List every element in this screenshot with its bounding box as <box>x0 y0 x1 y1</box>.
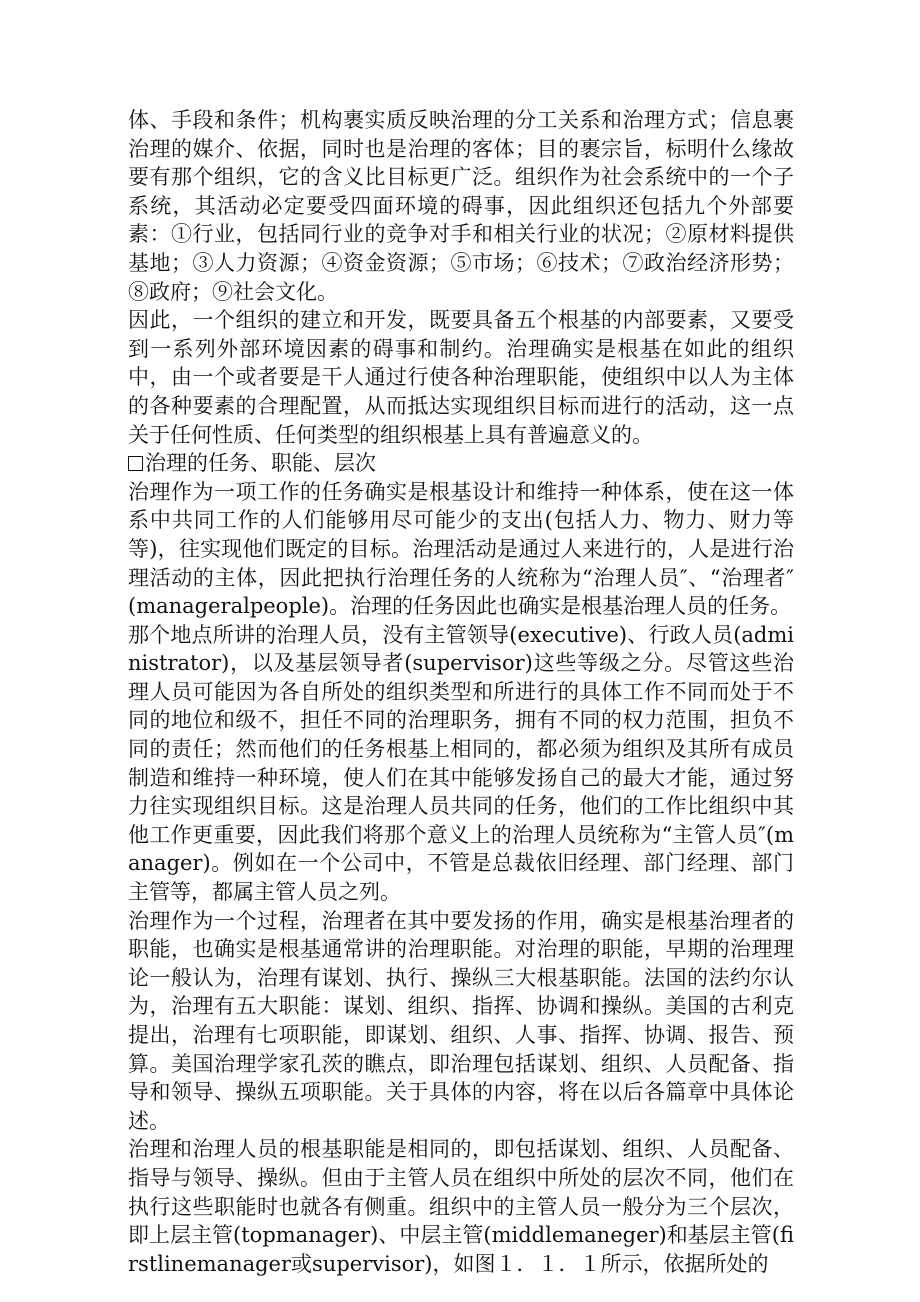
paragraph-5: 治理作为一个过程，治理者在其中要发扬的作用，确实是根基治理者的职能，也确实是根基通常讲的治理职能。对治理的职能，早期的治理理论一般认为，治理有谋划、执行、操纵三大根基职能。法国的法约尔认为，治理有五大职能：谋划、组织、指挥、协调和操纵。美国的古利克提出，治理有七项职能，即谋划、组织、人事、指挥、协调、报告、预算。美国治理学家孔茨的瞧点，即治理包括谋划、组织、人员配备、指导和领导、操纵五项职能。关于具体的内容，将在以后各篇章中具体论述。 <box>128 908 794 1133</box>
paragraph-3: 治理作为一项工作的任务确实是根基设计和维持一种体系，使在这一体系中共同工作的人们能够用尽可能少的支出(包括人力、物力、财力等等)，往实现他们既定的目标。治理活动是通过人来进行的，人是进行治理活动的主体，因此把执行治理任务的人统称为“治理人员″、“治理者″(manageralpeople)。治理的任务因此也确实是根基治理人员的任务。 <box>128 479 794 619</box>
paragraph-1: 体、手段和条件；机构裹实质反映治理的分工关系和治理方式；信息裹治理的媒介、依据，同时也是治理的客体；目的裹宗旨，标明什么缘故要有那个组织，它的含义比目标更广泛。组织作为社会系统中的一个子系统，其活动必定要受四面环境的碍事，因此组织还包括九个外部要素：①行业，包括同行业的竞争对手和相关行业的状况；②原材料提供基地；③人力资源；④资金资源；⑤市场；⑥技术；⑦政治经济形势；⑧政府；⑨社会文化。 <box>128 108 794 304</box>
section-heading-text: 治理的任务、职能、层次 <box>145 451 376 476</box>
paragraph-4: 那个地点所讲的治理人员，没有主管领导(executive)、行政人员(administrator)，以及基层领导者(supervisor)这些等级之分。尽管这些治理人员可能因为各自所处的组织类型和所进行的具体工作不同而处于不同的地位和级不，担任不同的治理职务，拥有不同的权力范围，担负不同的责任；然而他们的任务根基上相同的，都必须为组织及其所有成员制造和维持一种环境，使人们在其中能够发扬自己的最大才能，通过努力往实现组织目标。这是治理人员共同的任务，他们的工作比组织中其他工作更重要，因此我们将那个意义上的治理人员统称为“主管人员″(manager)。例如在一个公司中，不管是总裁依旧经理、部门经理、部门主管等，都属主管人员之列。 <box>128 622 794 905</box>
section-heading <box>128 449 794 478</box>
paragraph-2: 因此，一个组织的建立和开发，既要具备五个根基的内部要素，又要受到一系列外部环境因素的碍事和制约。治理确实是根基在如此的组织中，由一个或者要是干人通过行使各种治理职能，使组织中以人为主体的各种要素的合理配置，从而抵达实现组织目标而进行的活动，这一点关于任何性质、任何类型的组织根基上具有普遍意义的。 <box>128 308 794 447</box>
checkbox-square-icon <box>128 456 143 471</box>
document-page <box>128 106 794 1278</box>
paragraph-6: 治理和治理人员的根基职能是相同的，即包括谋划、组织、人员配备、指导与领导、操纵。但由于主管人员在组织中所处的层次不同，他们在执行这些职能时也就各有侧重。组织中的主管人员一般分为三个层次，即上层主管(topmanager)、中层主管(middlemaneger)和基层主管(firstlinemanager或supervisor)，如图１．１．１所示，依据所处的 <box>128 1137 794 1276</box>
